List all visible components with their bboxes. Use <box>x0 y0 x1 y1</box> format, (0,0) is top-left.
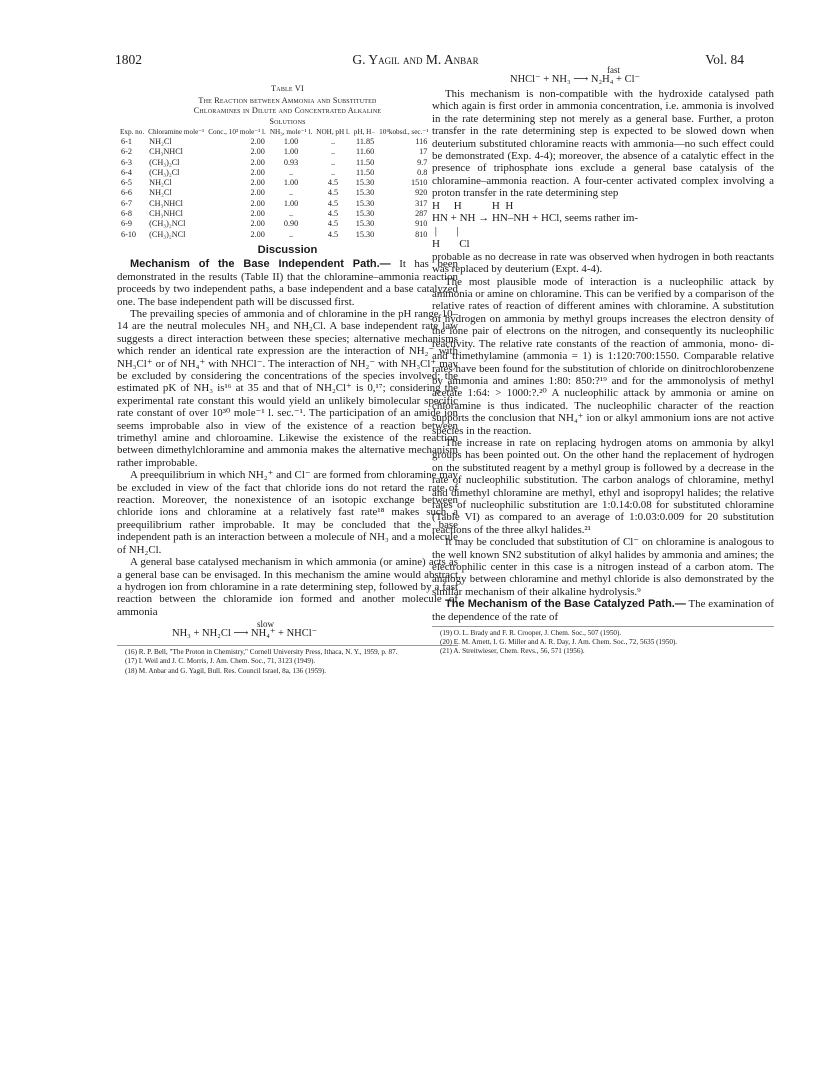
paragraph: This mechanism is non-compatible with the hydroxide catalysed path which again is first order in ammonia concentration, i.e. ammonia is involved in the rate determining step not merely as a general base. Further, a proton transfer in the rate determining step is expected to be slowed down when deuterium substituted chloramine reacts with ammonia—no such effect could be demonstrated (Exp. 4-4); moreover, the absence of a catalytic effect in the presence of triphosphate ions exclude a general base catalysis of the chloramine–ammonia reaction. A four-center activated complex involving a proton transfer in the rate determining step <box>432 88 774 200</box>
paragraph-continuation: probable as no decrease in rate was observed when hydrogen in both reactants was replaced by deuterium (Expt. 4-4). <box>432 250 774 276</box>
table-cell: CH₃NHCl <box>149 198 183 208</box>
table-cell: .. <box>330 167 336 177</box>
table-row <box>118 199 430 209</box>
table-cell: 2.00 <box>250 198 265 208</box>
reaction-equation-slow <box>117 618 458 642</box>
table-cell: 287 <box>415 209 428 219</box>
paragraph-text: The examination of the dependence of the rate of <box>432 598 775 623</box>
table-cell: 17 <box>419 147 428 157</box>
scheme-row: H Cl <box>432 238 470 251</box>
paragraph: The most plausible mode of interaction is a nucleophilic attack by ammonia or amine on chloramine. This can be verified by a comparison of the relative rates of reaction of different amines with chloramine. A substitution of hydrogen on ammonia by methyl groups increases the electron density of the lone pair of electrons on the nitrogen, and consequently its nucleophilic reactivity. The relative rate constants of the reaction of ammonia, mono- di- and trimethylamine (ammonia = 1) is 1:120:700:1550. Comparable relative rates have been found for the substitution of chloride on dinitrochlorobenzene by ammonia and amines 1:80: 850:?¹⁹ and for the ammonolysis of methyl acetate 1:64: > 1000:?.²⁰ A nucleophilic attack by ammonia or amine on chloramine is thus indicated. The nucleophilic character of the reaction supports the conclusion that NH₄⁺ ion or alkyl ammonium ions are not active species in the reaction. <box>432 275 774 437</box>
table-cell: 2.00 <box>250 178 265 188</box>
table-cell: 0.93 <box>283 157 299 167</box>
table-cell: 15.30 <box>355 188 375 198</box>
footnote: (17) I. Weil and J. C. Morris, J. Am. Chem. Soc., 71, 3123 (1949). <box>125 657 316 666</box>
table-cell: 1.00 <box>283 136 299 146</box>
table-body <box>118 137 430 240</box>
table-cell: 15.30 <box>355 219 375 229</box>
section-heading-discussion: Discussion <box>257 243 318 256</box>
table-cell: 6-4 <box>121 167 132 177</box>
subsection-heading: Mechanism of the Base Independent Path.— <box>130 258 391 271</box>
paragraph <box>117 258 458 308</box>
scheme-row: H H H H <box>432 199 514 212</box>
table-number: Table VI <box>271 84 304 93</box>
table-cell: (CH₃)₂Cl <box>149 167 180 177</box>
table-cell: 15.30 <box>355 229 375 239</box>
column-header: Chloramine mole⁻¹ <box>148 128 205 137</box>
table-header-row <box>118 129 430 137</box>
table-cell: 4.5 <box>327 178 339 188</box>
equation-text: NH₃ + NH₂Cl ⟶ NH₄⁺ + NHCl⁻ <box>172 628 318 640</box>
activated-complex-scheme <box>432 200 774 251</box>
table-cell: .. <box>330 157 336 167</box>
table-cell: 11.50 <box>356 167 375 177</box>
table-row <box>118 188 430 198</box>
table-cell: 2.00 <box>250 209 265 219</box>
subsection-heading: The Mechanism of the Base Catalyzed Path.— <box>445 598 686 611</box>
table-row <box>118 168 430 178</box>
table-cell: 6-5 <box>121 178 132 188</box>
table-row <box>118 209 430 219</box>
table-title-line: Chloramines in Dilute and Concentrated Alkaline <box>193 106 382 116</box>
page-number: 1802 <box>115 52 142 67</box>
table-cell: 6-6 <box>121 188 132 198</box>
paragraph: A general base catalysed mechanism in which ammonia (or amine) acts as a general base can be envisaged. In this mechanism the amine would abstract a hydrogen ion from chloramine in a rate determining step, followed by a fast reaction between the chloramide ion formed and another molecule of ammonia <box>117 556 458 618</box>
footnote-divider <box>432 626 774 627</box>
table-cell: 4.5 <box>327 229 339 239</box>
footnote: (18) M. Anbar and G. Yagil, Bull. Res. Council Israel, 8a, 136 (1959). <box>125 666 327 675</box>
paragraph: It may be concluded that substitution of Cl⁻ on chloramine is analogous to the well known SN2 substitution of alkyl halides by ammonia and amines; the electrophilic center in this case is a nitrogen instead of a carbon atom. The analogy between chloramine and methyl chloride is also demonstrated by the similar mechanism of their alkaline hydrolysis.⁹ <box>432 536 774 598</box>
table-cell: CH₃NHCl <box>149 209 183 219</box>
table-cell: .. <box>330 136 336 146</box>
table-cell: 2.00 <box>250 219 265 229</box>
table-cell: 920 <box>415 188 428 198</box>
table-cell: (CH₃)₂NCl <box>149 229 186 239</box>
paragraph-text: It has been demonstrated in the results (Table II) that the chloramine–ammonia reaction proceeds by two independent paths, a base independent and a base catalyzed one. The base independent path will be discussed first. <box>117 258 458 308</box>
table-cell: 4.5 <box>327 219 339 229</box>
table-cell: 0.8 <box>417 167 428 177</box>
scheme-row: | | <box>432 225 459 238</box>
table-title-line: The Reaction between Ammonia and Substituted <box>198 95 377 105</box>
table-cell: .. <box>289 188 294 198</box>
table-cell: 6-3 <box>121 157 132 167</box>
table-cell: 910 <box>415 219 428 229</box>
table-cell: 2.00 <box>250 157 265 167</box>
table-cell: 6-8 <box>121 209 132 219</box>
scheme-row: HN + NH → HN–NH + HCl, seems rather im- <box>432 212 639 225</box>
footnote: (19) O. L. Brady and F. R. Crooper, J. Chem. Soc., 507 (1950). <box>440 629 622 638</box>
table-cell: .. <box>330 147 336 157</box>
table-cell: 2.00 <box>250 229 265 239</box>
table-cell: 2.00 <box>250 147 265 157</box>
table-cell: NH₂Cl <box>149 136 172 146</box>
table-row <box>118 137 430 147</box>
left-column <box>117 84 458 676</box>
table-cell: 6-1 <box>121 136 132 146</box>
table-cell: 2.00 <box>250 136 265 146</box>
table-cell: 1.00 <box>283 178 299 188</box>
table-cell: (CH₃)₂NCl <box>149 219 186 229</box>
footnote: (20) E. M. Arnett, I. G. Miller and A. R. Day, J. Am. Chem. Soc., 72, 5635 (1950). <box>440 638 678 647</box>
table-cell: 15.30 <box>355 198 375 208</box>
table-cell: 11.85 <box>356 136 375 146</box>
running-header-authors: G. Yagil and M. Anbar <box>352 52 479 67</box>
equation-rate-label: fast <box>607 65 620 75</box>
table-cell: 810 <box>415 229 428 239</box>
table-cell: 9.7 <box>417 157 428 167</box>
table-row <box>118 219 430 229</box>
table-cell: 317 <box>415 198 428 208</box>
table-cell: 4.5 <box>327 209 339 219</box>
table-cell: 1.00 <box>283 147 299 157</box>
column-header: pH, H₋ <box>353 128 376 137</box>
table-row <box>118 147 430 157</box>
table-cell: 11.60 <box>356 147 375 157</box>
table-cell: 15.30 <box>355 178 375 188</box>
footnote: (21) A. Streitwieser, Chem. Revs., 56, 571 (1956). <box>440 647 585 656</box>
equation-rate-label: slow <box>257 619 275 630</box>
table-row <box>118 158 430 168</box>
data-table <box>118 129 430 240</box>
table-cell: .. <box>289 229 294 239</box>
paragraph: The prevailing species of ammonia and of chloramine in the pH range 10–14 are the neutral molecules NH₃ and NH₂Cl. A base independent rate law suggests a direct interaction between these species; alternative mechanisms which render an identical rate expression are the interaction of NH₂⁻ with NH₃Cl⁺ or of NH₄⁺ with NHCl⁻. The interaction of NH₂⁻ with NH₃Cl⁺ may be excluded by considering the concentrations of the species involved; the estimated pK of NH₃ is¹⁶ at 35 and that of NH₂Cl⁺ is 0,¹⁷; considering the experimental rate constant this would yield an unlikely bimolecular specific rate constant of over 10³⁰ mole⁻¹ l. sec.⁻¹. The participation of an amide ion seems improbable also in view of the existence of a reaction between trimethyl amine and chloroamine. Likewise the existence of the reaction between dimethylchloramine and ammonia makes the alternative mechanism rather improbable. <box>117 307 458 469</box>
table-cell: 4.5 <box>327 188 339 198</box>
table-cell: 11.50 <box>356 157 375 167</box>
paragraph <box>432 598 774 623</box>
table-cell: (CH₃)₂Cl <box>149 157 180 167</box>
table-cell: 6-10 <box>121 229 137 239</box>
table-cell: .. <box>289 167 294 177</box>
paragraph: The increase in rate on replacing hydrogen atoms on ammonia by alkyl groups has been pointed out. On the other hand the replacement of hydrogen on the substituted reagent by a methyl group is followed by a decrease in the rate of nucleophilic substitution. The carbon analogs of chloramine, methyl and dimethyl chloramine are methyl, ethyl and isopropyl halides; the relative rates of nucleophilic substitution are 1:0.14:0.08 for substituted chloramine (Table VI) as compared to an average of 1:0.03:0.009 for 20 substitution reactions of the three alkyl halides.²¹ <box>432 436 774 536</box>
table-cell: 1510 <box>410 178 428 188</box>
table-cell: CH₃NHCl <box>149 147 183 157</box>
table-cell: 116 <box>415 136 428 146</box>
table-caption <box>117 84 458 127</box>
table-cell: 4.5 <box>327 198 339 208</box>
table-cell: 1.00 <box>283 198 299 208</box>
table-cell: 0.90 <box>283 219 299 229</box>
table-cell: 2.00 <box>250 167 265 177</box>
column-header: NH₃, mole⁻¹ l. <box>269 128 313 137</box>
table-title-line: Solutions <box>269 116 306 126</box>
paragraph: A preequilibrium in which NH₂⁺ and Cl⁻ are formed from chloramine may be excluded in view of the fact that chloride ions do not retard the rate of reaction. Moreover, the nonexistence of an isotopic exchange between chloride ions and chloramine at a relatively fast rate¹⁸ makes such a preequilibrium rather improbable. It may be concluded that the base independent path is an interaction between a molecule of NH₃ and a molecule of NH₂Cl. <box>117 469 458 556</box>
column-header: Conc., 10³ mole⁻¹ l. <box>208 128 266 137</box>
column-header: Exp. no. <box>120 128 145 137</box>
table-cell: 6-9 <box>121 219 132 229</box>
footnotes-left <box>117 648 458 676</box>
reaction-equation-fast <box>432 64 774 88</box>
equation-text: NHCl⁻ + NH₃ ⟶ N₂H₄ + Cl⁻ <box>510 74 641 85</box>
right-column <box>432 64 774 657</box>
footnotes-right <box>432 629 774 657</box>
volume-label: Vol. 84 <box>705 52 744 67</box>
table-cell: NH₂Cl <box>149 178 172 188</box>
table-cell: 6-2 <box>121 147 132 157</box>
table-cell: NH₂Cl <box>149 188 172 198</box>
table-cell: 6-7 <box>121 198 132 208</box>
footnote-divider <box>117 645 458 646</box>
table-cell: 15.30 <box>355 209 375 219</box>
column-header: NOH, pH l. <box>316 128 350 137</box>
column-header: 10⁴kobsd., sec.⁻¹ <box>379 128 429 137</box>
table-cell: .. <box>289 209 294 219</box>
table-row <box>118 178 430 188</box>
table-cell: 2.00 <box>250 188 265 198</box>
table-row <box>118 230 430 240</box>
footnote: (16) R. P. Bell, "The Proton in Chemistry," Cornell University Press, Ithaca, N. Y., 1959, p. 87. <box>125 648 398 657</box>
